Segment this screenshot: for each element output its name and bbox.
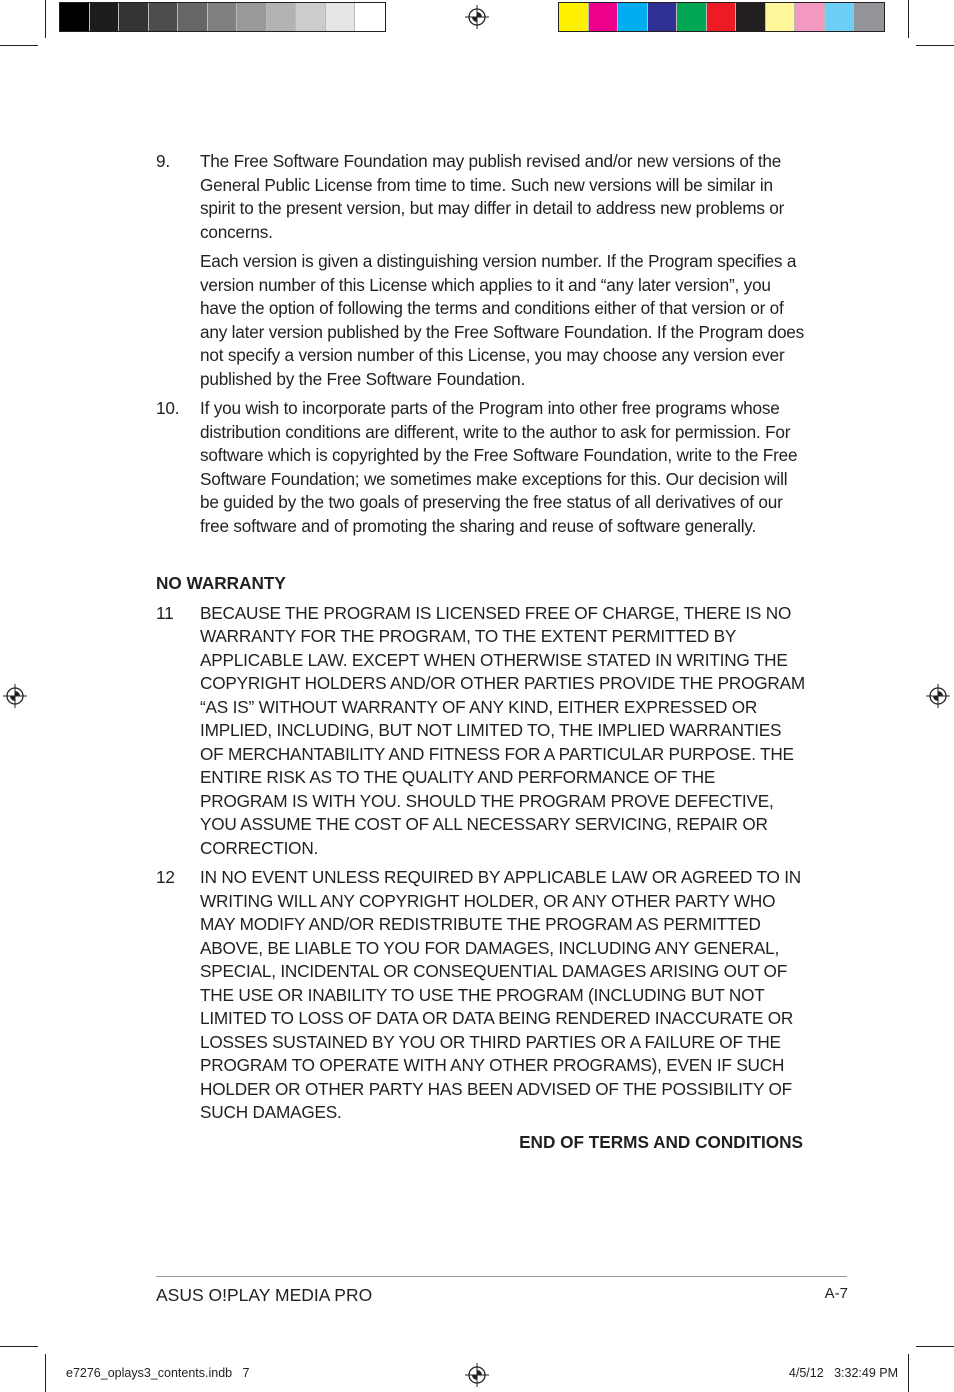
license-item-11 bbox=[156, 602, 806, 861]
item-10-paragraph-1: If you wish to incorporate parts of the Program into other free programs whose distribution conditions are different, write to the author to ask for permission. For software which is copyrighted by the Free Software Foundation, write to the Free Software Foundation; we sometimes make exceptions for this. Our decision will be guided by the two goals of preserving the free status of all derivatives of our free software and of promoting the sharing and reuse of software generally. bbox=[200, 398, 798, 536]
color-swatch bbox=[326, 3, 356, 31]
item-11-paragraph-1: BECAUSE THE PROGRAM IS LICENSED FREE OF CHARGE, THERE IS NO WARRANTY FOR THE PROGRAM, TO THE EXTENT PERMITTED BY APPLICABLE LAW. EXCEPT WHEN OTHERWISE STATED IN WRITING THE COPYRIGHT HOLDERS AND/OR OTHER PARTIES PROVIDE THE PROGRAM “AS IS” WITHOUT WARRANTY OF ANY KIND, EITHER EXPRESSED OR IMPLIED, INCLUDING, BUT NOT LIMITED TO, THE IMPLIED WARRANTIES OF MERCHANTABILITY AND FITNESS FOR A PARTICULAR PURPOSE. THE ENTIRE RISK AS TO THE QUALITY AND PERFORMANCE OF THE PROGRAM IS WITH YOU. SHOULD THE PROGRAM PROVE DEFECTIVE, YOU ASSUME THE COST OF ALL NECESSARY SERVICING, REPAIR OR CORRECTION. bbox=[200, 602, 806, 858]
item-number: 9. bbox=[156, 151, 170, 171]
license-page-content bbox=[156, 150, 806, 1154]
crop-mark-top-right-vertical bbox=[908, 0, 909, 38]
color-swatch bbox=[677, 3, 707, 31]
crosshair-circle-icon bbox=[465, 5, 489, 29]
color-swatch bbox=[296, 3, 326, 31]
crop-mark-bottom-right-horizontal bbox=[916, 1346, 954, 1347]
item-9-paragraph-1: The Free Software Foundation may publish revised and/or new versions of the General Public License from time to time. Such new versions will be similar in spirit to the present version, but may differ in detail to address new problems or concerns. bbox=[200, 151, 785, 242]
color-swatch bbox=[60, 3, 90, 31]
color-swatch bbox=[589, 3, 619, 31]
color-swatch bbox=[648, 3, 678, 31]
grayscale-color-bar bbox=[59, 2, 386, 32]
crop-mark-bottom-left-vertical bbox=[45, 1354, 46, 1392]
color-swatch bbox=[119, 3, 149, 31]
color-swatch bbox=[707, 3, 737, 31]
slug-file-name: e7276_oplays3_contents.indb 7 bbox=[66, 1366, 250, 1380]
color-swatch bbox=[559, 3, 589, 31]
item-number: 11 bbox=[156, 602, 174, 623]
color-swatch bbox=[736, 3, 766, 31]
color-swatch bbox=[618, 3, 648, 31]
slug-timestamp: 4/5/12 3:32:49 PM bbox=[788, 1366, 898, 1380]
color-swatch bbox=[825, 3, 855, 31]
color-swatch bbox=[795, 3, 825, 31]
crop-mark-top-right-horizontal bbox=[916, 45, 954, 46]
color-swatch bbox=[149, 3, 179, 31]
crosshair-circle-icon bbox=[465, 1363, 489, 1387]
color-swatch bbox=[90, 3, 120, 31]
item-number: 12 bbox=[156, 867, 175, 887]
footer-page-number: A-7 bbox=[824, 1285, 848, 1302]
item-9-paragraph-2: Each version is given a distinguishing version number. If the Program specifies a version number of this License which applies to it and “any later version”, you have the option of following the terms and conditions either of that version or of any later version published by the Free Software Foundation. If the Program does not specify a version number of this License, you may choose any version ever published by the Free Software Foundation. bbox=[200, 251, 805, 389]
color-swatch bbox=[355, 3, 385, 31]
color-swatch bbox=[854, 3, 884, 31]
color-swatch bbox=[208, 3, 238, 31]
end-of-terms: END OF TERMS AND CONDITIONS bbox=[519, 1131, 803, 1152]
color-swatch bbox=[178, 3, 208, 31]
color-swatch bbox=[267, 3, 297, 31]
footer-divider bbox=[156, 1276, 847, 1277]
item-number: 10. bbox=[156, 398, 180, 418]
crop-mark-bottom-right-vertical bbox=[908, 1354, 909, 1392]
process-color-bar bbox=[558, 2, 885, 32]
license-item-12 bbox=[156, 866, 806, 1125]
footer-product-name: ASUS O!PLAY MEDIA PRO bbox=[156, 1285, 373, 1305]
color-swatch bbox=[766, 3, 796, 31]
no-warranty-heading: NO WARRANTY bbox=[156, 573, 286, 593]
license-item-9 bbox=[156, 150, 806, 391]
crop-mark-bottom-left-horizontal bbox=[0, 1346, 38, 1347]
crop-mark-top-left-horizontal bbox=[0, 45, 38, 46]
crosshair-circle-icon bbox=[926, 684, 950, 708]
color-swatch bbox=[237, 3, 267, 31]
crosshair-circle-icon bbox=[3, 684, 27, 708]
license-item-10 bbox=[156, 397, 806, 538]
item-12-paragraph-1: IN NO EVENT UNLESS REQUIRED BY APPLICABLE LAW OR AGREED TO IN WRITING WILL ANY COPYRIGHT HOLDER, OR ANY OTHER PARTY WHO MAY MODIFY AND/OR REDISTRIBUTE THE PROGRAM AS PERMITTED ABOVE, BE LIABLE TO YOU FOR DAMAGES, INCLUDING ANY GENERAL, SPECIAL, INCIDENTAL OR CONSEQUENTIAL DAMAGES ARISING OUT OF THE USE OR INABILITY TO USE THE PROGRAM (INCLUDING BUT NOT LIMITED TO LOSS OF DATA OR DATA BEING RENDERED INACCURATE OR LOSSES SUSTAINED BY YOU OR THIRD PARTIES OR A FAILURE OF THE PROGRAM TO OPERATE WITH ANY OTHER PROGRAMS), EVEN IF SUCH HOLDER OR OTHER PARTY HAS BEEN ADVISED OF THE POSSIBILITY OF SUCH DAMAGES. bbox=[200, 867, 802, 1122]
crop-mark-top-left-vertical bbox=[45, 0, 46, 38]
